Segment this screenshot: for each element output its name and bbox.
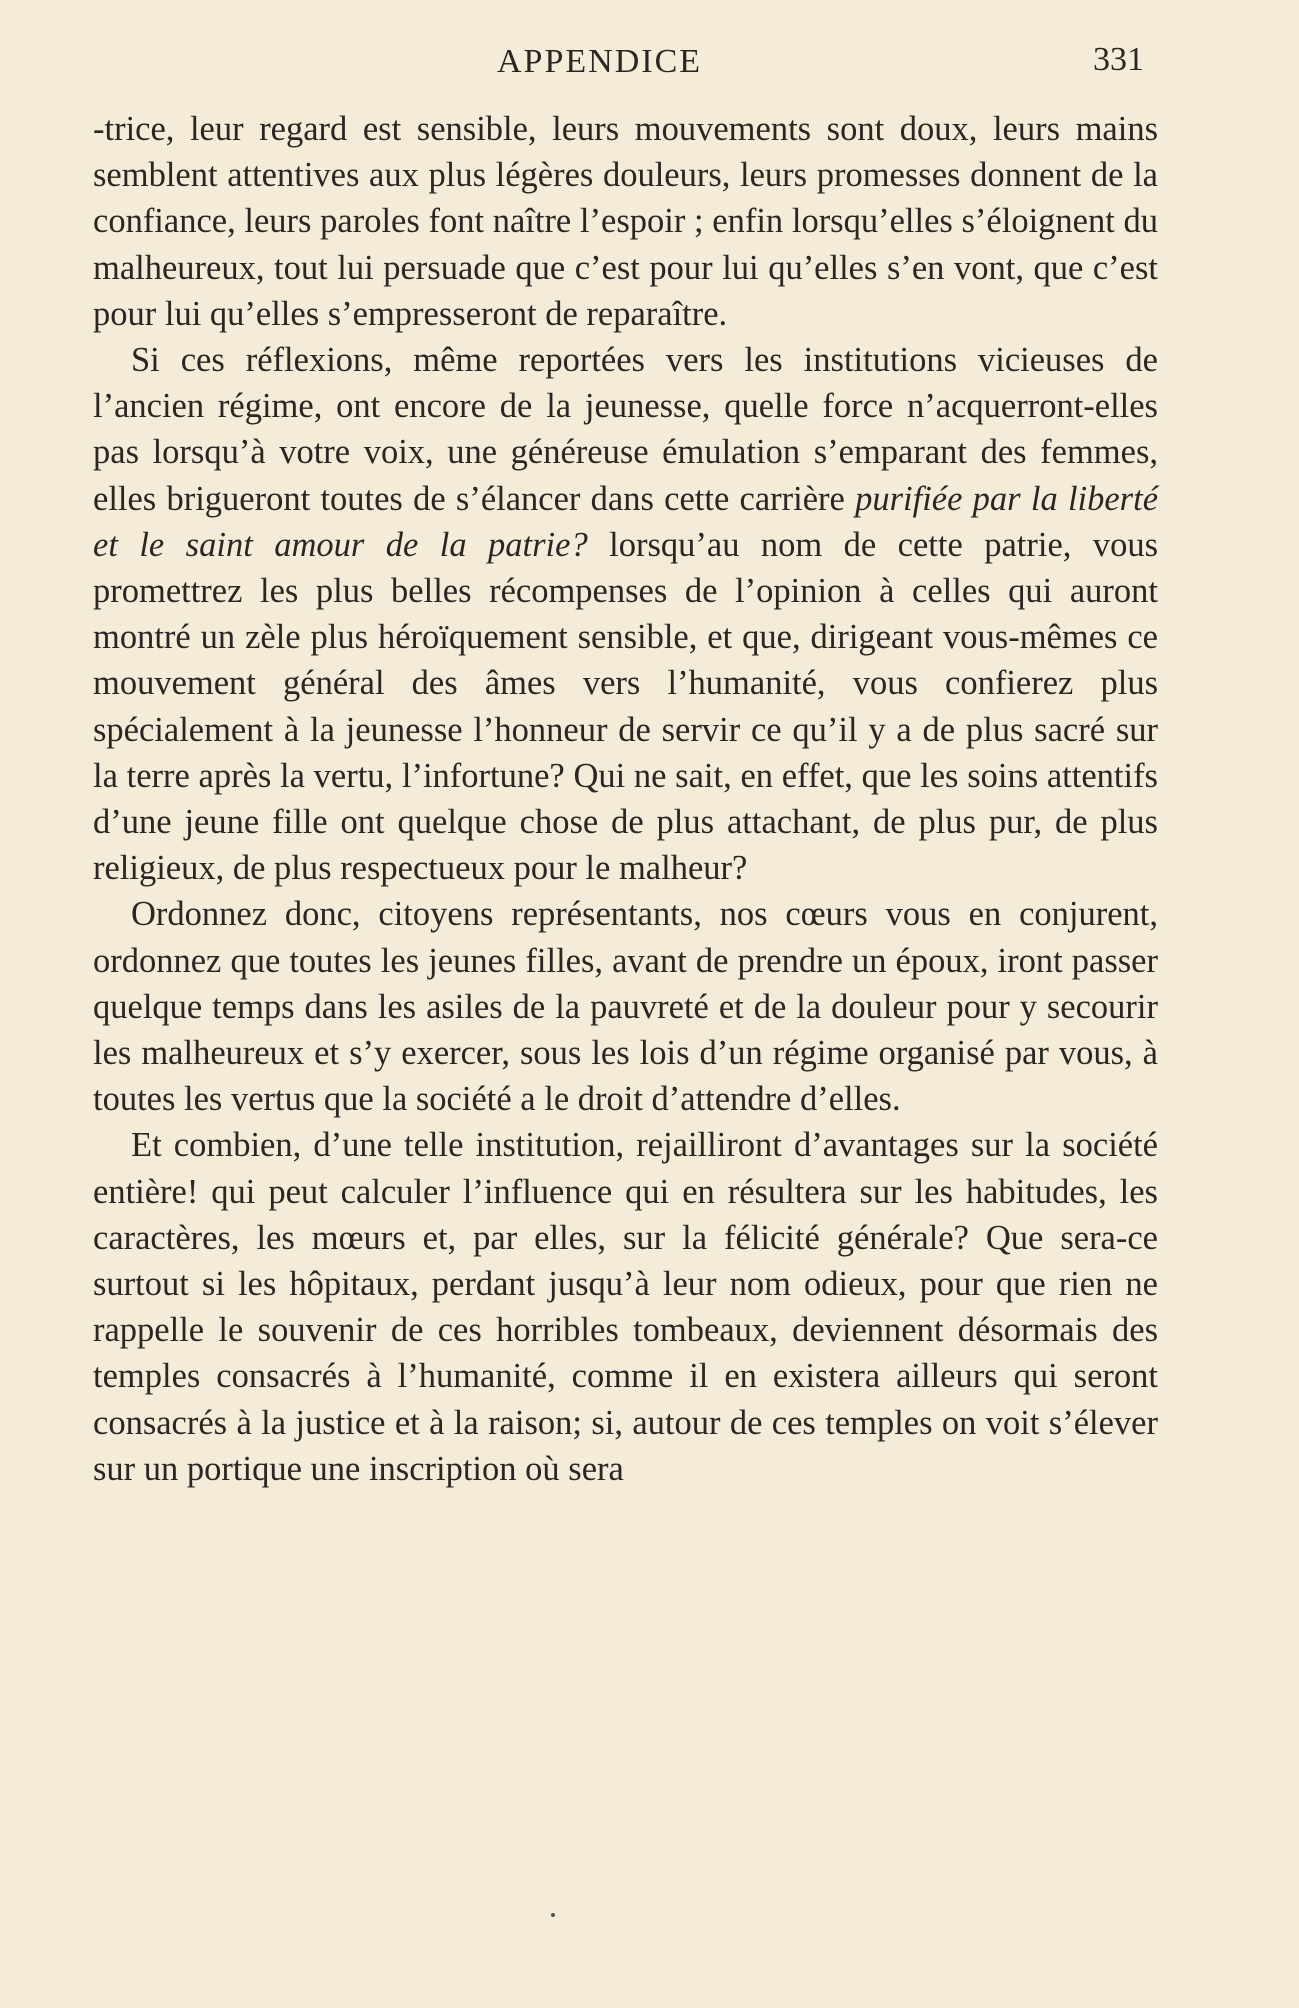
- paragraph-2-italic: purifiée par la liberté et le saint amour de la patrie?: [93, 479, 1159, 564]
- paper-speck: [551, 1913, 555, 1917]
- paragraph-4: Et combien, d’une telle institution, rejailliront d’avantages sur la société entière! qui peut calculer l’influence qui en résultera sur les habitudes, les caractères, les mœurs et, par elles, sur la félicité générale? Que sera-ce surtout si les hôpitaux, perdant jusqu’à leur nom odieux, pour que rien ne rappelle le souvenir de ces horribles tombeaux, deviennent désormais des temples consacrés à l’humanité, comme il en existera ailleurs qui seront consacrés à la justice et à la raison; si, autour de ces temples on voit s’élever sur un portique une inscription où sera: [93, 1126, 1158, 1488]
- page-header: [0, 38, 1299, 88]
- page-number: 331: [1093, 41, 1144, 78]
- paragraph-2-part-b: lorsqu’au nom de cette patrie, vous promettrez les plus belles récompenses de l’opinion à celles qui auront montré un zèle plus héroïquement sensible, et que, dirigeant vous-mêmes ce mouvement général des âmes vers l’humanité, vous confierez plus spécialement à la jeunesse l’honneur de servir ce qu’il y a de plus sacré sur la terre après la vertu, l’infortune? Qui ne sait, en effet, que les soins attentifs d’une jeune fille ont quelque chose de plus attachant, de plus pur, de plus religieux, de plus respectueux pour le malheur?: [93, 525, 1159, 888]
- paragraph-3: Ordonnez donc, citoyens représentants, nos cœurs vous en conjurent, ordonnez que toutes les jeunes filles, avant de prendre un époux, iront passer quelque temps dans les asiles de la pauvreté et de la douleur pour y secourir les malheureux et s’y exercer, sous les lois d’un régime organisé par vous, à toutes les vertus que la société a le droit d’attendre d’elles.: [93, 895, 1158, 1119]
- page-body: [93, 106, 1158, 1492]
- paragraph-2: [93, 337, 1158, 891]
- paragraph-2-part-a: Si ces réflexions, même reportées vers les institutions vicieuses de l’ancien régime, ont encore de la jeunesse, quelle force n’acquerront-elles pas lorsqu’à votre voix, une généreuse émulation s’emparant des femmes, elles brigueront toutes de s’élancer dans cette carrière: [93, 341, 1158, 518]
- running-head: APPENDICE: [497, 43, 703, 80]
- paragraph-1: -trice, leur regard est sensible, leurs mouvements sont doux, leurs mains semblent attentives aux plus légères douleurs, leurs promesses donnent de la confiance, leurs paroles font naître l’espoir ; enfin lorsqu’elles s’éloignent du malheureux, tout lui persuade que c’est pour lui qu’elles s’en vont, que c’est pour lui qu’elles s’empresseront de reparaître.: [93, 110, 1158, 333]
